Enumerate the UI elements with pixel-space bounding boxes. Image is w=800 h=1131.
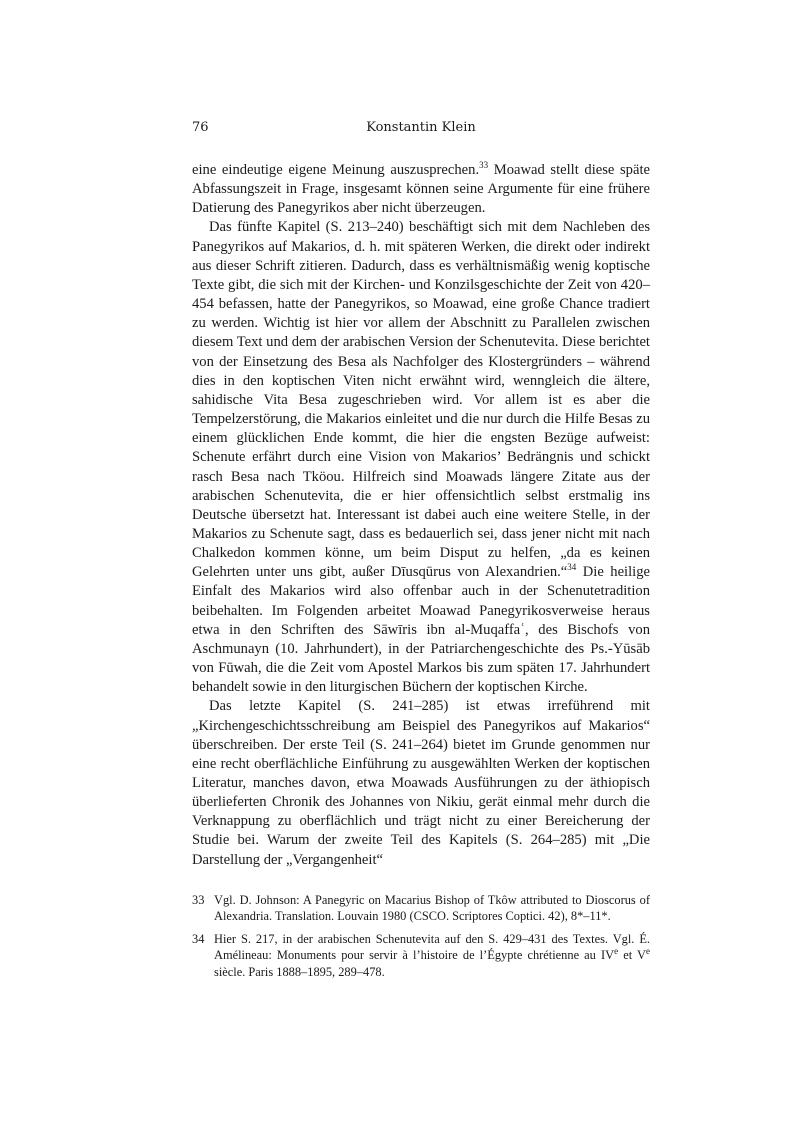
footnote-text [214,892,650,925]
running-title: Konstantin Klein [366,120,476,135]
page [192,120,650,986]
footnote-text [214,931,650,981]
page-number: 76 [192,120,209,135]
running-header [192,120,650,140]
footnote-number: 34 [192,931,205,946]
text-run: et V [618,948,646,963]
footnote [192,892,650,925]
text-run: siècle. Paris 1888–1895, 289–478. [214,964,385,979]
footnotes [192,892,650,981]
paragraph [192,697,650,869]
footnote-marker: e [645,946,650,957]
text-run: Das letzte Kapitel (S. 241–285) ist etwas irreführend mit „Kirchengeschichtsschreibung am Beispiel des Panegyrikos auf Makarios“ überschreiben. Der erste Teil (S. 241–264) bietet im Grunde genommen nur eine recht oberflächliche Einführung zu ausgewählten Werken der koptischen Literatur, manches davon, etwa Moawads Ausführungen zu der äthiopisch überlieferten Chronik des Johannes von Nikiu, gerät einmal mehr durch die Verknappung zu oberflächlich und trägt nicht zu einer Bereicherung der Studie bei. Warum der zweite Teil des Kapitels (S. 264–285) mit „Die Darstellung der „Vergangenheit“ [192,698,650,868]
text-run: eine eindeutige eigene Meinung auszusprechen. [192,162,480,178]
footnote-number: 33 [192,892,205,907]
text-run: Moawad stellt diese späte Abfassungszeit in Frage, insgesamt können seine Argumente für eine frühere Datierung des Panegyrikos aber nicht überzeugen. [192,162,650,217]
footnote [192,931,650,981]
paragraph [192,218,650,697]
text-run: Vgl. D. Johnson: A Panegyric on Macarius Bishop of Tkôw attributed to Dioscorus of Alexandria. Translation. Louvain 1980 (CSCO. Scriptores Coptici. 42), 8*–11*. [214,892,650,924]
main-text [192,161,650,870]
footnote-marker: 33 [479,160,489,171]
footnote-marker: 34 [567,562,577,573]
text-run: Die heilige Einfalt des Makarios wird also offenbar auch in der Schenutetradition beibehalten. Im Folgenden arbeitet Moawad Panegyrikosverweise heraus etwa in den Schriften des Sāwīris ibn al-Muqaffaʿ, des Bischofs von Aschmunayn (10. Jahrhundert), in der Patriarchengeschichte des Ps.-Yūsāb von Fūwah, die die Zeit vom Apostel Markos bis zum späten 17. Jahrhundert behandelt sowie in den liturgischen Büchern der koptischen Kirche. [192,564,650,696]
text-run: Hier S. 217, in der arabischen Schenutevita auf den S. 429–431 des Textes. Vgl. É. Amélineau: Monuments pour servir à l’histoire de l’Égypte chrétienne au IV [214,931,650,963]
text-run: Das fünfte Kapitel (S. 213–240) beschäftigt sich mit dem Nachleben des Panegyrikos auf Makarios, d. h. mit späteren Werken, die direkt oder indirekt aus dieser Schrift zitieren. Dadurch, dass es verhältnismäßig wenig koptische Texte gibt, die sich mit der Kirchen- und Konzilsgeschichte der Zeit von 420–454 befassen, hatte der Panegyrikos, so Moawad, eine große Chance tradiert zu werden. Wichtig ist hier vor allem der Abschnitt zu Parallelen zwischen diesem Text und dem der arabischen Version der Schenutevita. Diese berichtet von der Einsetzung des Besa als Nachfolger des Klostergründers – während dies in den koptischen Viten nicht erwähnt wird, wenngleich die ältere, sahidische Vita Besa zugeschrieben wird. Vor allem ist es aber die Tempelzerstörung, die Makarios einleitet und die nur durch die Hilfe Besas zu einem glücklichen Ende kommt, die hier die engsten Bezüge aufweist: Schenute erfährt durch eine Vision von Makarios’ Bedrängnis und schickt rasch Besa nach Tköou. Hilfreich sind Moawads längere Zitate aus der arabischen Schenutevita, die er hier offensichtlich selbst erstmalig ins Deutsche übersetzt hat. Interessant ist dabei auch eine weitere Stelle, in der Makarios zu Schenute sagt, dass es bedauerlich sei, dass jener nicht mit nach Chalkedon kommen könne, um beim Disput zu helfen, „da es keinen Gelehrten unter uns gibt, außer Dīusqūrus von Alexandrien.“ [192,219,650,581]
paragraph [192,161,650,218]
footnote-marker: e [614,946,619,957]
